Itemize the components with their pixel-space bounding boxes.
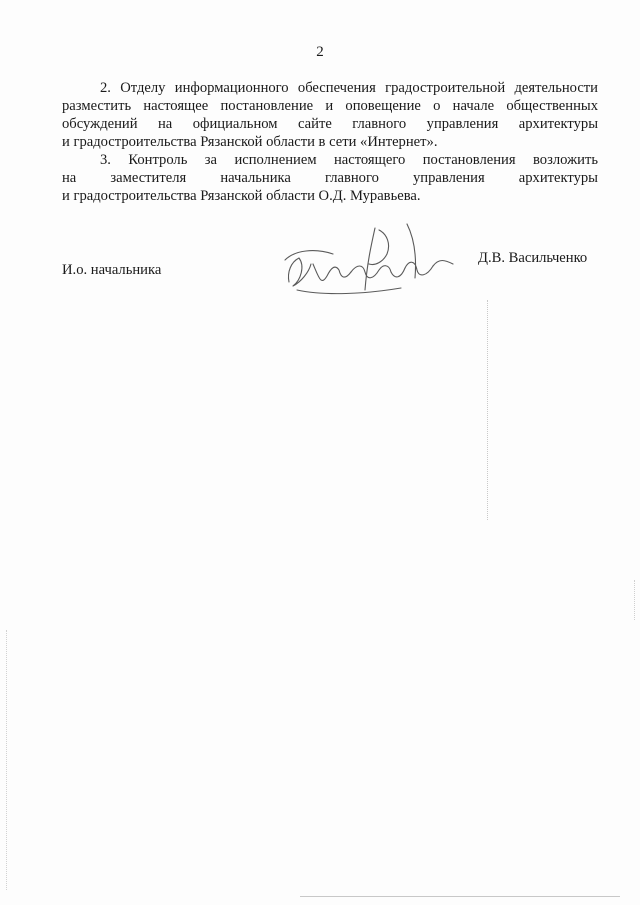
paragraph-2-line-1: 2. Отделу информационного обеспечения градостроительной деятельности (100, 80, 598, 96)
scan-artifact-line (487, 300, 489, 520)
paragraph-3-line-3: и градостроительства Рязанской области О.Д. Муравьева. (62, 188, 421, 204)
scan-artifact-line (634, 580, 636, 620)
page-number: 2 (316, 44, 324, 60)
paragraph-2-line-3: обсуждений на официальном сайте главного управления архитектуры (62, 116, 598, 132)
scan-artifact-line (6, 630, 8, 890)
paragraph-2-line-2: разместить настоящее постановление и оповещение о начале общественных (62, 98, 598, 114)
position-title: И.о. начальника (62, 262, 162, 278)
paragraph-3-line-2: на заместителя начальника главного управления архитектуры (62, 170, 598, 186)
paragraph-2-line-4: и градостроительства Рязанской области в сети «Интернет». (62, 134, 438, 150)
paragraph-3-line-1: 3. Контроль за исполнением настоящего постановления возложить (100, 152, 598, 168)
scan-artifact-line (300, 896, 620, 898)
signatory-name: Д.В. Васильченко (478, 250, 588, 266)
handwritten-signature (275, 220, 465, 310)
